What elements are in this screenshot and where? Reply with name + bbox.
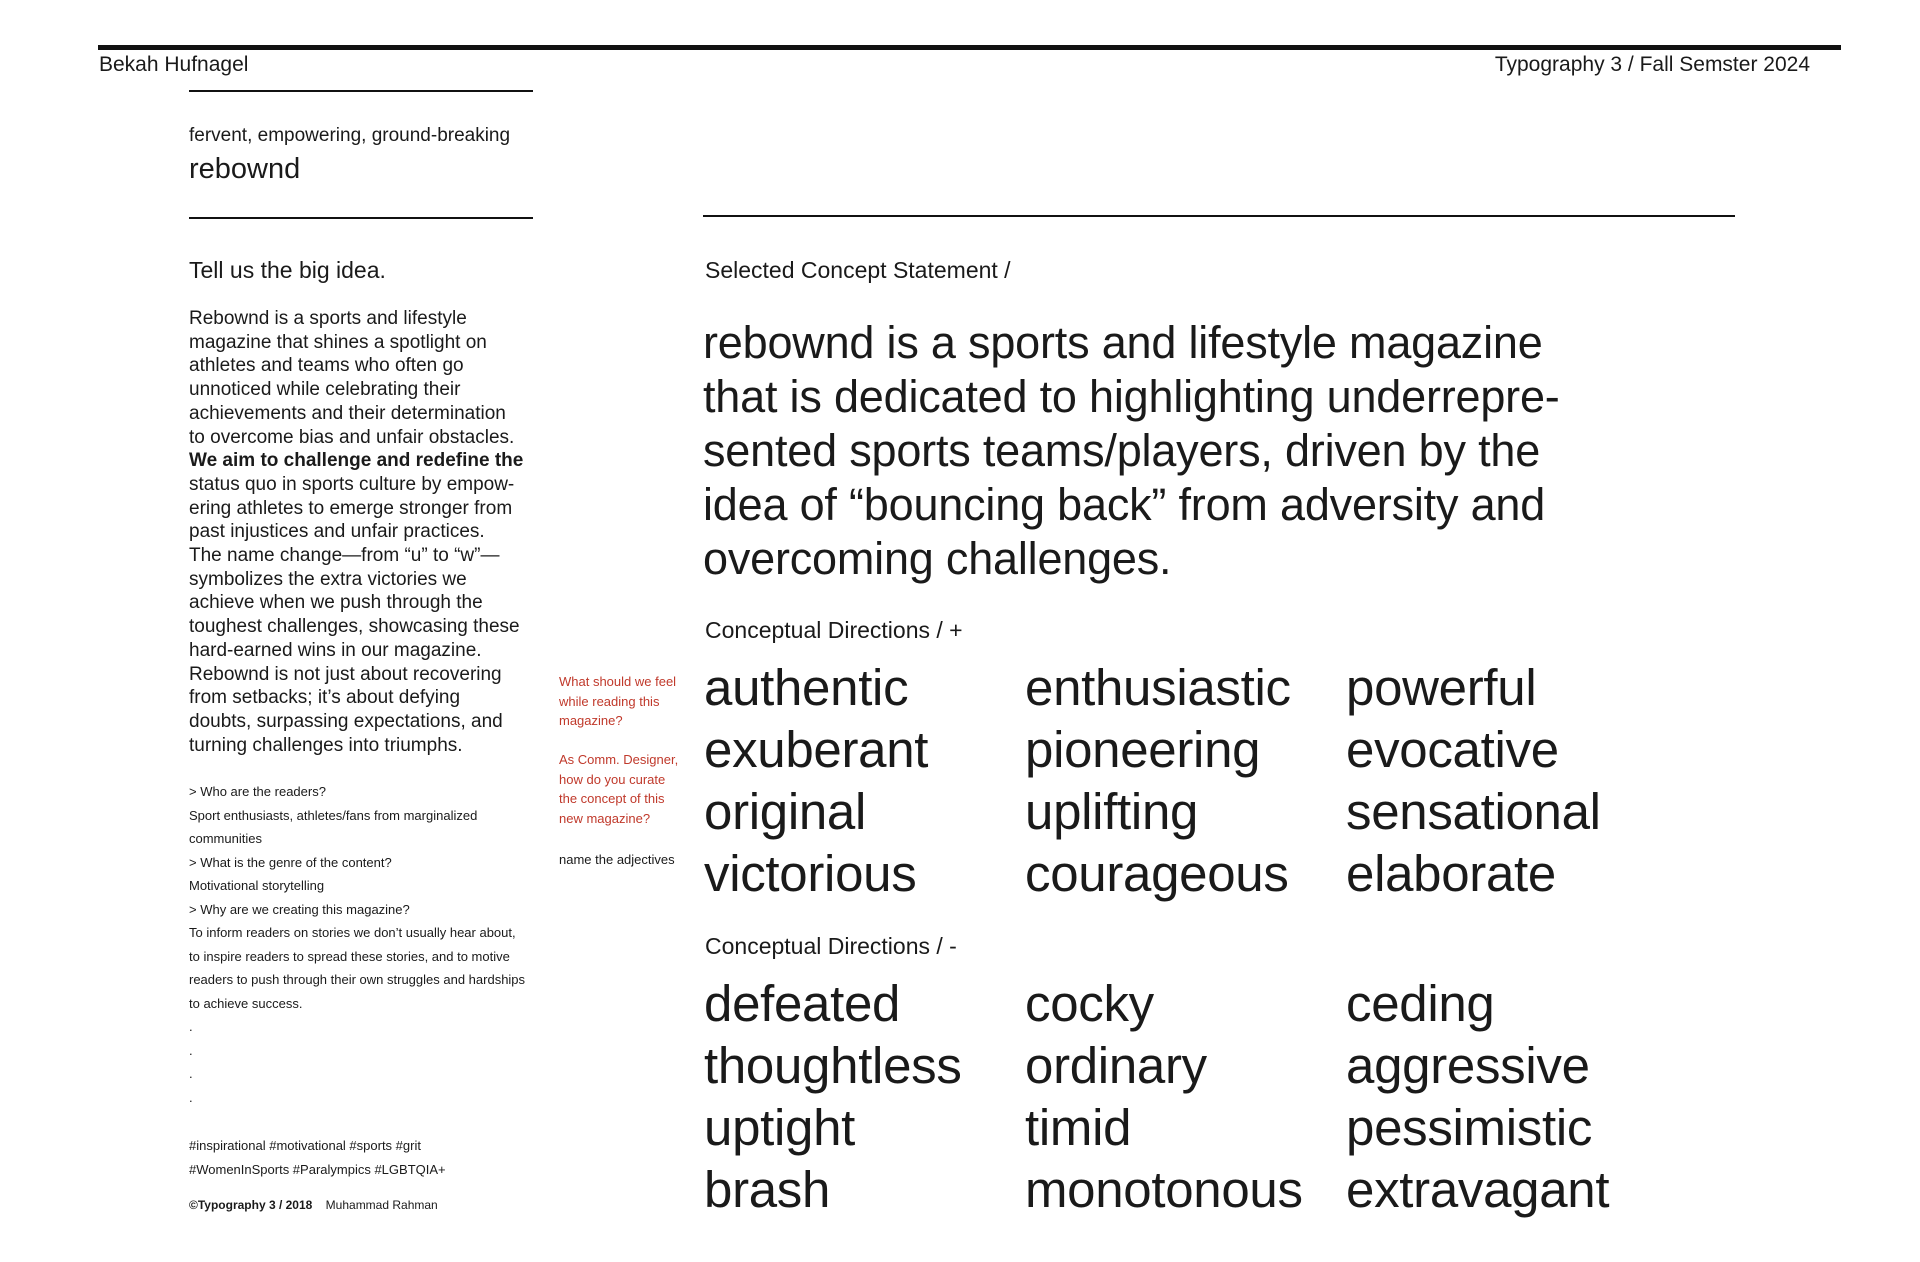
idea-line: unnoticed while celebrating their (189, 379, 461, 401)
credit-name: Muhammad Rahman (325, 1198, 438, 1212)
author-name: Bekah Hufnagel (99, 53, 249, 76)
negative-word: defeated (704, 975, 901, 1032)
concept-line: that is dedicated to highlighting underrepre- (703, 371, 1560, 422)
hashtags (189, 1134, 446, 1181)
qa-list (189, 780, 549, 1109)
concept-line: idea of “bouncing back” from adversity and (703, 479, 1546, 530)
qa-line: Motivational storytelling (189, 878, 325, 893)
hashtag-line: #WomenInSports #Paralympics #LGBTQIA+ (189, 1161, 446, 1177)
positive-word: victorious (704, 845, 917, 902)
negative-word: uptight (704, 1099, 856, 1156)
idea-line: achievements and their determination (189, 402, 506, 424)
qa-line: . (189, 1089, 193, 1105)
idea-line: past injustices and unfair practices. (189, 521, 485, 543)
idea-line: to overcome bias and unfair obstacles. (189, 426, 515, 448)
qa-line: communities (189, 831, 262, 846)
side-note-line: What should we feel (559, 674, 677, 689)
concept-statement (703, 316, 1560, 586)
brand-tagline: fervent, empowering, ground-breaking (189, 125, 511, 146)
positive-word: exuberant (704, 721, 929, 778)
positive-word: elaborate (1346, 845, 1556, 902)
idea-line: Rebownd is a sports and lifestyle (189, 308, 467, 329)
positive-word: authentic (704, 659, 909, 716)
idea-line: turning challenges into triumphs. (189, 734, 463, 756)
brand-name: rebownd (189, 153, 301, 185)
positive-word: pioneering (1025, 721, 1261, 778)
idea-line: hard-earned wins in our magazine. (189, 639, 482, 661)
positive-word: original (704, 783, 867, 840)
hashtag-line: #inspirational #motivational #sports #grit (189, 1138, 421, 1153)
qa-line: . (189, 1019, 193, 1034)
side-note-line: the concept of this (559, 791, 665, 806)
credit-course: ©Typography 3 / 2018 (189, 1198, 313, 1212)
concept-line: rebownd is a sports and lifestyle magazine (703, 317, 1543, 368)
side-note-line: how do you curate (559, 771, 666, 787)
qa-line: readers to push through their own struggles and hardships (189, 972, 526, 987)
idea-line: achieve when we push through the (189, 592, 483, 614)
positive-word: courageous (1025, 845, 1289, 902)
qa-line: > Who are the readers? (189, 784, 326, 799)
idea-line: athletes and teams who often go (189, 355, 464, 377)
course-title: Typography 3 / Fall Semster 2024 (1494, 53, 1810, 76)
right-rule (703, 215, 1735, 217)
qa-line: Sport enthusiasts, athletes/fans from marginalized (189, 807, 478, 823)
left-rule-mid (189, 217, 533, 219)
side-note-instruction: name the adjectives (559, 852, 675, 867)
positive-word: evocative (1346, 721, 1559, 778)
negative-word: ordinary (1025, 1037, 1207, 1094)
positive-word: powerful (1346, 659, 1537, 716)
qa-line: . (189, 1042, 193, 1058)
negative-word: extravagant (1346, 1161, 1610, 1218)
positive-directions-label: Conceptual Directions / + (705, 617, 963, 643)
negative-word: thoughtless (704, 1037, 962, 1094)
negative-word: ceding (1346, 975, 1495, 1032)
qa-line: > What is the genre of the content? (189, 854, 392, 870)
idea-line: ering athletes to emerge stronger from (189, 497, 513, 519)
negative-word: aggressive (1346, 1037, 1590, 1094)
positive-word: uplifting (1025, 783, 1199, 840)
side-note-line: while reading this (559, 693, 660, 709)
negative-word: cocky (1025, 975, 1154, 1032)
idea-line: doubts, surpassing expectations, and (189, 710, 503, 732)
side-note-line: As Comm. Designer, (559, 752, 679, 767)
negative-word: pessimistic (1346, 1099, 1593, 1156)
concept-label: Selected Concept Statement / (705, 257, 1011, 283)
idea-line: magazine that shines a spotlight on (189, 331, 487, 353)
idea-line: toughest challenges, showcasing these (189, 616, 520, 638)
top-rule (98, 45, 1841, 50)
idea-line: The name change—from “u” to “w”— (189, 545, 500, 567)
qa-line: To inform readers on stories we don’t usually hear about, (189, 925, 516, 940)
qa-line: > Why are we creating this magazine? (189, 901, 410, 917)
side-note-line: new magazine? (559, 810, 651, 826)
idea-line: symbolizes the extra victories we (189, 568, 467, 590)
negative-word: timid (1025, 1099, 1132, 1156)
negative-word: monotonous (1025, 1161, 1303, 1218)
idea-line: Rebownd is not just about recovering (189, 663, 502, 685)
concept-line: overcoming challenges. (703, 533, 1172, 584)
positive-word: sensational (1346, 783, 1601, 840)
qa-line: to achieve success. (189, 995, 303, 1011)
qa-line: . (189, 1066, 193, 1081)
left-rule-top (189, 90, 533, 92)
negative-directions-label: Conceptual Directions / - (705, 933, 957, 959)
credit (189, 1198, 438, 1212)
idea-bold-line: We aim to challenge and redefine the (189, 450, 524, 472)
side-note-curate (559, 750, 678, 828)
negative-word: brash (704, 1161, 831, 1218)
side-note-line: magazine? (559, 713, 623, 728)
idea-paragraph (189, 307, 549, 757)
positive-word: enthusiastic (1025, 659, 1291, 716)
idea-line: status quo in sports culture by empow- (189, 473, 515, 495)
side-note-feel (559, 672, 676, 731)
idea-line: from setbacks; it’s about defying (189, 687, 461, 709)
concept-line: sented sports teams/players, driven by the (703, 425, 1541, 476)
qa-line: to inspire readers to spread these stories, and to motive (189, 948, 510, 964)
idea-heading: Tell us the big idea. (189, 257, 386, 283)
